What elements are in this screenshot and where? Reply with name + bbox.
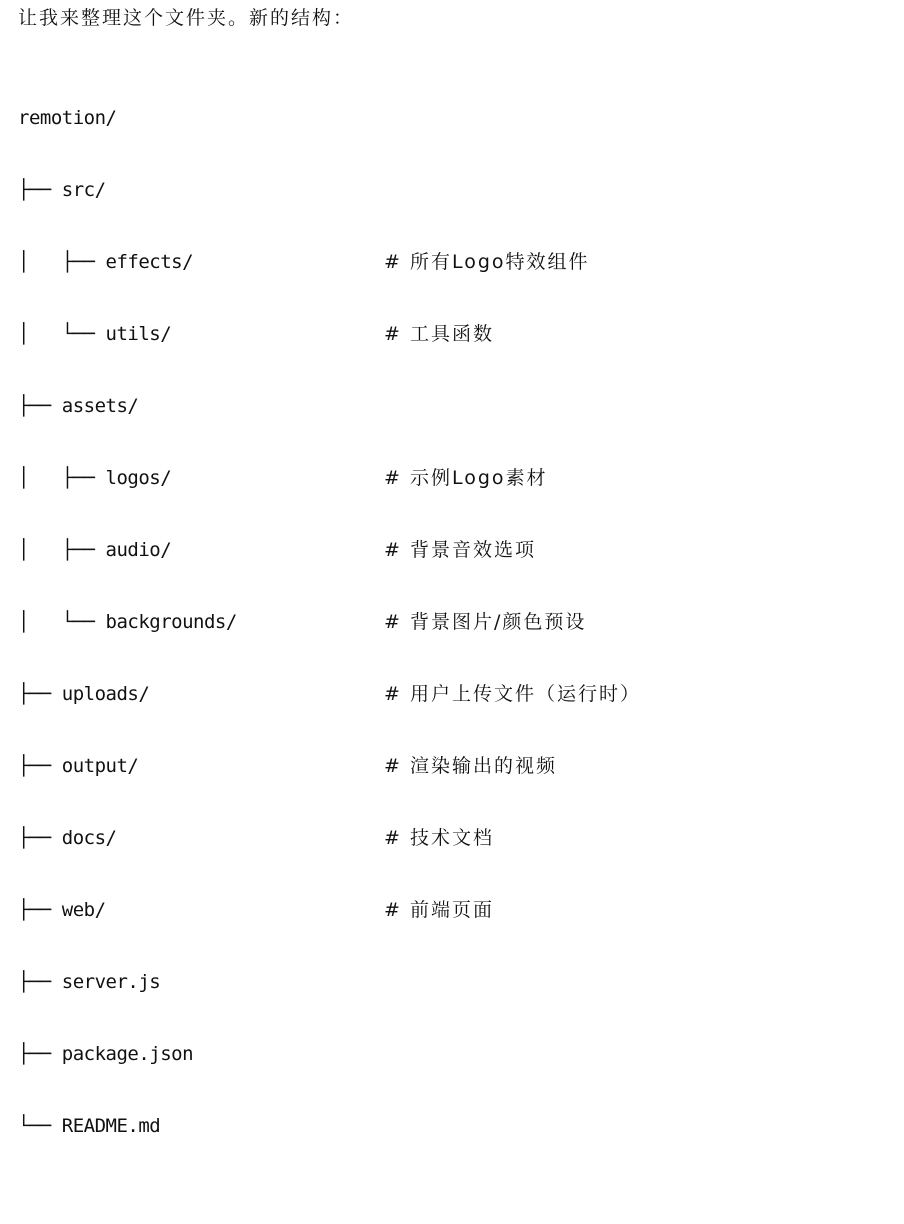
tree-entry-package-json: ├── package.json <box>18 1043 194 1065</box>
tree-entry-docs: ├── docs/ <box>18 827 117 849</box>
tree-row <box>18 680 898 708</box>
tree-comment-effects: # 所有Logo特效组件 <box>384 251 590 273</box>
tree-comment-output: # 渲染输出的视频 <box>384 755 557 777</box>
tree-row <box>18 176 898 204</box>
tree-comment-backgrounds: # 背景图片/颜色预设 <box>384 611 587 633</box>
tree-entry-utils: │ └── utils/ <box>18 323 172 345</box>
tree-entry-output: ├── output/ <box>18 755 139 777</box>
tree-row <box>18 248 898 276</box>
tree-comment-logos: # 示例Logo素材 <box>384 467 548 489</box>
tree-entry-effects: │ ├── effects/ <box>18 251 194 273</box>
tree-row <box>18 968 898 996</box>
tree-entry-backgrounds: │ └── backgrounds/ <box>18 611 237 633</box>
tree-row <box>18 608 898 636</box>
tree-row <box>18 536 898 564</box>
tree-row <box>18 752 898 780</box>
intro-text: 让我来整理这个文件夹。新的结构： <box>18 7 355 29</box>
tree-row <box>18 320 898 348</box>
tree-entry-uploads: ├── uploads/ <box>18 683 150 705</box>
tree-entry-logos: │ ├── logos/ <box>18 467 172 489</box>
tree-entry-src: ├── src/ <box>18 179 106 201</box>
tree-row <box>18 1040 898 1068</box>
tree-row <box>18 896 898 924</box>
tree-row <box>18 1112 898 1140</box>
directory-tree <box>18 60 898 1162</box>
tree-comment-uploads: # 用户上传文件（运行时） <box>384 683 641 705</box>
tree-entry-readme: └── README.md <box>18 1115 161 1137</box>
tree-comment-docs: # 技术文档 <box>384 827 494 849</box>
tree-row <box>18 824 898 852</box>
tree-entry-remotion: remotion/ <box>18 107 117 129</box>
tree-comment-utils: # 工具函数 <box>384 323 494 345</box>
tree-entry-assets: ├── assets/ <box>18 395 139 417</box>
tree-comment-web: # 前端页面 <box>384 899 494 921</box>
tree-row <box>18 464 898 492</box>
tree-entry-web: ├── web/ <box>18 899 106 921</box>
tree-entry-audio: │ ├── audio/ <box>18 539 172 561</box>
tree-row <box>18 392 898 420</box>
tree-row <box>18 104 898 132</box>
tree-entry-server-js: ├── server.js <box>18 971 161 993</box>
tree-comment-audio: # 背景音效选项 <box>384 539 536 561</box>
